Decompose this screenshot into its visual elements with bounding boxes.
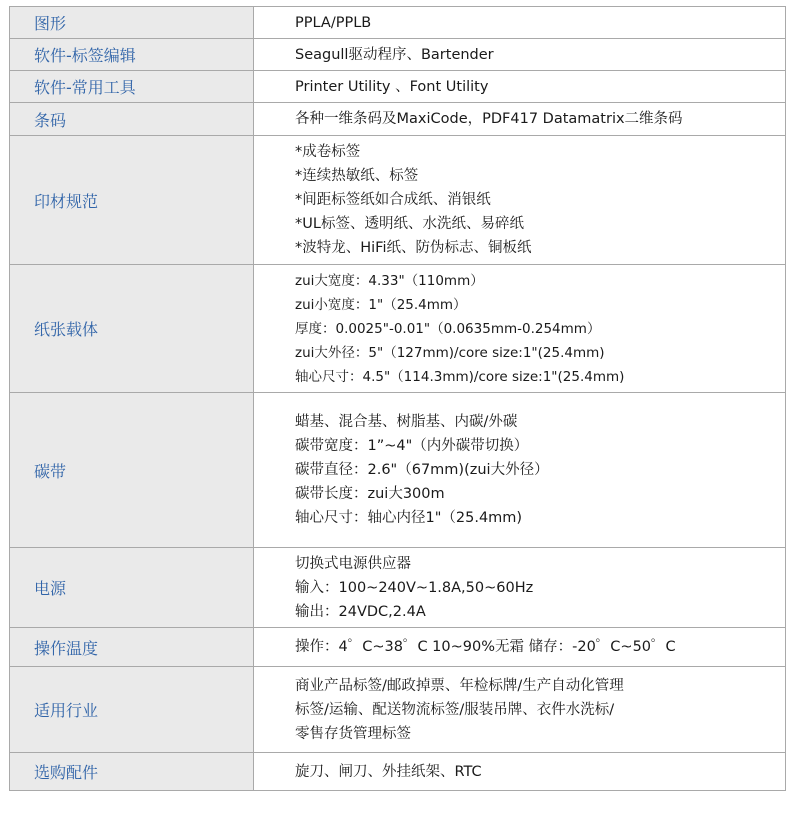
spec-value-line: 输出：24VDC,2.4A: [295, 603, 426, 620]
spec-row-power: [10, 548, 786, 628]
spec-value-line: 各种一维条码及MaxiCode，PDF417 Datamatrix二维条码: [295, 111, 683, 127]
spec-label: 纸张载体: [10, 265, 254, 393]
spec-label: 适用行业: [10, 667, 254, 753]
spec-value-line: 商业产品标签/邮政掉票、年检标牌/生产自动化管理: [295, 677, 624, 694]
spec-value-line: *波特龙、HiFi纸、防伪标志、铜板纸: [295, 240, 532, 256]
spec-table: [9, 6, 786, 791]
spec-value-line: Printer Utility 、Font Utility: [295, 78, 489, 95]
spec-value-line: PPLA/PPLB: [295, 14, 372, 31]
spec-value: [254, 71, 786, 103]
spec-value-line: 碳带长度：zui大300m: [295, 486, 445, 502]
spec-label: 电源: [10, 548, 254, 628]
spec-value: [254, 39, 786, 71]
spec-value: [254, 628, 786, 667]
spec-value-line: 碳带宽度：1”~4"（内外碳带切换）: [295, 438, 529, 454]
spec-row-software: [10, 39, 786, 71]
spec-value: [254, 136, 786, 265]
spec-value: [254, 753, 786, 791]
spec-value-line: 轴心尺寸：轴心内径1"（25.4mm): [295, 510, 523, 526]
spec-label: 条码: [10, 103, 254, 136]
spec-value-line: 厚度：0.0025"-0.01"（0.0635mm-0.254mm）: [295, 320, 601, 337]
spec-row-ribbon: [10, 393, 786, 548]
spec-value: [254, 103, 786, 136]
spec-label: 软件-常用工具: [10, 71, 254, 103]
spec-value-line: 轴心尺寸：4.5"（114.3mm)/core size:1"(25.4mm): [295, 368, 625, 385]
spec-value-line: 操作：4゜C~38゜C 10~90%无霜 储存：-20゜C~50゜C: [295, 639, 676, 655]
spec-row-industry: [10, 667, 786, 753]
spec-row-temperature: [10, 628, 786, 667]
spec-value-line: *UL标签、透明纸、水洗纸、易碎纸: [295, 216, 524, 232]
spec-value-line: 蜡基、混合基、树脂基、内碳/外碳: [295, 414, 518, 430]
spec-label: 碳带: [10, 393, 254, 548]
spec-row-graphics: [10, 7, 786, 39]
spec-label: 选购配件: [10, 753, 254, 791]
spec-value-line: *成卷标签: [295, 144, 361, 160]
spec-value: [254, 393, 786, 548]
spec-value: [254, 265, 786, 393]
spec-value-line: 碳带直径：2.6"（67mm)(zui大外径）: [295, 462, 549, 478]
spec-value-line: 切换式电源供应器: [295, 555, 411, 572]
spec-value-line: zui大宽度：4.33"（110mm）: [295, 272, 484, 289]
spec-label: 操作温度: [10, 628, 254, 667]
spec-value-line: 零售存货管理标签: [295, 725, 411, 742]
spec-value-line: 标签/运输、配送物流标签/服装吊牌、衣件水洗标/: [295, 701, 615, 718]
spec-value-line: 旋刀、闸刀、外挂纸架、RTC: [295, 763, 482, 780]
spec-value: [254, 7, 786, 39]
spec-value-line: *连续热敏纸、标签: [295, 168, 419, 184]
spec-value-line: Seagull驱动程序、Bartender: [295, 46, 494, 63]
spec-value-line: 输入：100~240V~1.8A,50~60Hz: [295, 579, 534, 596]
spec-value: [254, 548, 786, 628]
spec-row-barcode: [10, 103, 786, 136]
spec-label: 图形: [10, 7, 254, 39]
spec-value-line: zui大外径：5"（127mm)/core size:1"(25.4mm): [295, 344, 605, 361]
spec-value: [254, 667, 786, 753]
spec-value-line: zui小宽度：1"（25.4mm）: [295, 296, 467, 313]
spec-row-accessories: [10, 753, 786, 791]
spec-row-media: [10, 136, 786, 265]
spec-label: 印材规范: [10, 136, 254, 265]
spec-value-line: *间距标签纸如合成纸、消银纸: [295, 192, 491, 208]
spec-row-paper: [10, 265, 786, 393]
spec-label: 软件-标签编辑: [10, 39, 254, 71]
spec-row-tools: [10, 71, 786, 103]
